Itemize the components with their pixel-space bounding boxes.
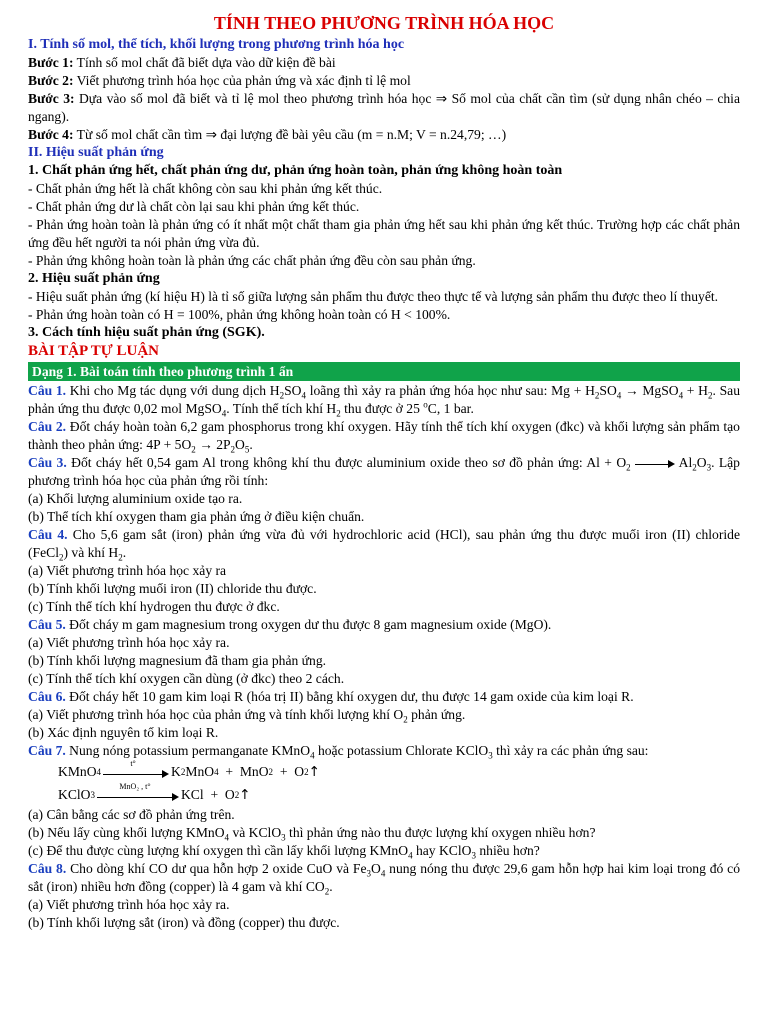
text: ) và khí H bbox=[63, 545, 119, 560]
reaction-condition: t° bbox=[130, 758, 136, 768]
question-number: Câu 3. bbox=[28, 455, 67, 470]
subscript: 4 bbox=[310, 750, 315, 761]
text: (b) Nếu lấy cùng khối lượng KMnO bbox=[28, 825, 225, 840]
gas-up-arrow-icon: ↑ bbox=[239, 786, 251, 803]
question-7 bbox=[28, 742, 740, 760]
text: + H bbox=[683, 383, 708, 398]
product: MnO bbox=[185, 763, 215, 779]
subscript: 2 bbox=[708, 390, 713, 401]
section-2-heading: II. Hiệu suất phản ứng bbox=[28, 145, 164, 160]
subscript: 3 bbox=[366, 868, 371, 879]
exercises-heading: BÀI TẬP TỰ LUẬN bbox=[28, 343, 160, 359]
sub-question: (a) Viết phương trình hóa học xảy ra. bbox=[28, 635, 230, 650]
step-text: Viết phương trình hóa học của phản ứng và xác định tỉ lệ mol bbox=[73, 73, 411, 88]
text: → MgSO bbox=[621, 383, 679, 398]
subscript: 4 bbox=[616, 390, 622, 401]
question-number: Câu 7. bbox=[28, 743, 66, 758]
subscript: 4 bbox=[380, 868, 386, 879]
text: loãng thì xảy ra phản ứng hóa học như sau: Mg + H bbox=[306, 383, 595, 398]
equation-1: KMnO 4 t° K 2 MnO 4 + MnO 2 + O 2 ↑ bbox=[58, 758, 321, 780]
question-2 bbox=[28, 418, 740, 454]
type-1-band: Dạng 1. Bài toán tính theo phương trình 1 ẩn bbox=[28, 362, 740, 381]
text: và KClO bbox=[229, 825, 282, 840]
bullet: - Hiệu suất phản ứng (kí hiệu H) là tỉ số giữa lượng sản phẩm thu được theo thực tế và lượng sản phẩm thu được theo lí thuyết. bbox=[28, 289, 719, 304]
gas-up-arrow-icon: ↑ bbox=[308, 763, 321, 780]
text: O bbox=[235, 437, 245, 452]
bullet: - Chất phản ứng hết là chất không còn sau khi phản ứng kết thúc. bbox=[28, 181, 383, 196]
subscript: 2 bbox=[279, 390, 285, 401]
subscript: 2 bbox=[118, 552, 123, 563]
text: Đốt cháy hoàn toàn 6,2 gam phosphorus trong khí oxygen. Hãy tính thể tích khí oxygen (đkc) và khối lượng sản phẩm tạo thành theo phản ứng: 4P + 5O bbox=[28, 419, 740, 452]
text: Đốt cháy hết 10 gam kim loại R (hóa trị II) bằng khí oxygen dư, thu được 14 gam oxide của kim loại R. bbox=[65, 689, 634, 704]
step-text: Dựa vào số mol đã biết và tỉ lệ mol theo phương trình hóa học bbox=[74, 91, 436, 106]
text: nung nóng thu được 29,6 gam hỗn hợp hai kim loại trong đó có sắt (iron) nhiều hơn đồng (copper) là 4 gam và khí CO bbox=[28, 861, 740, 894]
text: O bbox=[696, 455, 707, 470]
question-number: Câu 2. bbox=[28, 419, 67, 434]
sub-question bbox=[28, 824, 740, 842]
step-2 bbox=[28, 72, 740, 90]
question-number: Câu 5. bbox=[28, 617, 66, 632]
sub-question: (a) Cân bằng các sơ đồ phản ứng trên. bbox=[28, 807, 235, 822]
text: O bbox=[370, 861, 381, 876]
section-1-heading: I. Tính số mol, thể tích, khối lượng trong phương trình hóa học bbox=[28, 37, 405, 52]
sub-question: (b) Tính khối lượng muối iron (II) chloride thu được. bbox=[28, 581, 317, 596]
sub-question: (b) Thể tích khí oxygen tham gia phản ứng ở điều kiện chuẩn. bbox=[28, 509, 365, 524]
reactant: KMnO bbox=[58, 763, 97, 779]
subscript: 2 bbox=[692, 462, 697, 473]
step-label: Bước 4: bbox=[28, 127, 74, 142]
text: → 2P bbox=[195, 437, 231, 452]
text: thu được ở 25 bbox=[340, 401, 424, 416]
step-label: Bước 1: bbox=[28, 55, 74, 70]
question-number: Câu 4. bbox=[28, 527, 68, 542]
text: (a) Viết phương trình hóa học của phản ứng và tính khối lượng khí O bbox=[28, 707, 404, 722]
subscript: 4 bbox=[221, 408, 227, 419]
sub-question: (b) Tính khối lượng magnesium đã tham gia phản ứng. bbox=[28, 653, 327, 668]
bullet: - Phản ứng không hoàn toàn là phản ứng các chất phản ứng đều còn sau phản ứng. bbox=[28, 253, 476, 268]
text: SO bbox=[284, 383, 302, 398]
text: thì phản ứng nào thu được lượng khí oxygen nhiều hơn? bbox=[285, 825, 596, 840]
sub-question bbox=[28, 842, 740, 860]
sub-question: (b) Tính khối lượng sắt (iron) và đồng (copper) thu được. bbox=[28, 915, 340, 930]
text: phản ứng. bbox=[407, 707, 466, 722]
question-3 bbox=[28, 454, 740, 490]
text: SO bbox=[599, 383, 617, 398]
text: . bbox=[249, 437, 253, 452]
question-6 bbox=[28, 688, 740, 706]
subscript: 3 bbox=[706, 462, 712, 473]
subscript: 4 bbox=[408, 850, 413, 861]
plus-sign: + bbox=[273, 763, 295, 779]
step-3 bbox=[28, 90, 740, 126]
plus-sign: + bbox=[218, 763, 240, 779]
text: . Lập phương trình hóa học của phản ứng rồi tính: bbox=[28, 455, 740, 488]
sub-question: (b) Xác định nguyên tố kim loại R. bbox=[28, 725, 219, 740]
reaction-condition: MnO₂ , t° bbox=[119, 781, 151, 791]
product: K bbox=[171, 763, 181, 779]
step-1 bbox=[28, 54, 740, 72]
subscript: 2 bbox=[594, 390, 600, 401]
subheading-1: 1. Chất phản ứng hết, chất phản ứng dư, phản ứng hoàn toàn, phản ứng không hoàn toàn bbox=[28, 163, 563, 178]
text: hay KClO bbox=[412, 843, 472, 858]
step-text: đại lượng đề bài yêu cầu (m = n.M; V = n.24,79; …) bbox=[217, 127, 507, 142]
equation-2: KClO 3 MnO₂ , t° KCl + O 2 ↑ bbox=[58, 781, 251, 803]
sub-question: (a) Viết phương trình hóa học xảy ra bbox=[28, 563, 227, 578]
reaction-arrow-icon bbox=[103, 758, 169, 779]
reactant: KClO bbox=[58, 786, 91, 802]
subscript: 2 bbox=[191, 444, 196, 455]
question-5 bbox=[28, 616, 740, 634]
text: Khi cho Mg tác dụng với dung dịch H bbox=[66, 383, 280, 398]
step-text: Số mol của chất cần tìm (sử dụng nhân chéo – chia ngang). bbox=[28, 91, 740, 124]
subheading-2: 2. Hiệu suất phản ứng bbox=[28, 271, 160, 286]
text: Nung nóng potassium permanganate KMnO bbox=[65, 743, 311, 758]
sub-question bbox=[28, 706, 740, 724]
superscript: o bbox=[423, 399, 428, 410]
text: Al bbox=[678, 455, 693, 470]
text: C, 1 bar. bbox=[427, 401, 474, 416]
text: Cho dòng khí CO dư qua hỗn hợp 2 oxide CuO và Fe bbox=[66, 861, 367, 876]
subscript: 2 bbox=[626, 462, 631, 473]
subscript: 4 bbox=[224, 832, 230, 843]
step-label: Bước 2: bbox=[28, 73, 74, 88]
text: Đốt cháy m gam magnesium trong oxygen dư thu được 8 gam magnesium oxide (MgO). bbox=[65, 617, 552, 632]
question-number: Câu 8. bbox=[28, 861, 67, 876]
subscript: 3 bbox=[281, 832, 286, 843]
product: KCl bbox=[180, 786, 204, 802]
implies-icon: ⇒ bbox=[205, 127, 217, 143]
product: MnO bbox=[239, 763, 269, 779]
subscript: 2 bbox=[336, 408, 341, 419]
sub-question: (c) Tính thể tích khí hydrogen thu được ở đkc. bbox=[28, 599, 280, 614]
subscript: 2 bbox=[324, 886, 330, 897]
text: thì xảy ra các phản ứng sau: bbox=[492, 743, 649, 758]
text: . Sau phản ứng thu được 0,02 mol MgSO bbox=[28, 383, 741, 416]
subscript: 4 bbox=[301, 390, 307, 401]
question-number: Câu 1. bbox=[28, 383, 67, 398]
step-text: Tính số mol chất đã biết dựa vào dữ kiện đề bài bbox=[73, 55, 336, 70]
implies-icon: ⇒ bbox=[435, 91, 448, 107]
bullet: - Phản ứng hoàn toàn là phản ứng có ít nhất một chất tham gia phản ứng hết sau khi phản ứng kết thúc. Trường hợp các chất phản ứng đều hết người ta nói phản ứng vừa đủ. bbox=[28, 217, 740, 250]
text: hoặc potassium Chlorate KClO bbox=[314, 743, 489, 758]
subscript: 5 bbox=[244, 444, 250, 455]
reaction-arrow-icon bbox=[635, 459, 675, 469]
step-4 bbox=[28, 126, 740, 144]
text: nhiều hơn? bbox=[475, 843, 540, 858]
text: . bbox=[329, 879, 333, 894]
sub-question: (a) Viết phương trình hóa học xảy ra. bbox=[28, 897, 230, 912]
sub-question: (c) Tính thể tích khí oxygen cần dùng (ở đkc) theo 2 cách. bbox=[28, 671, 345, 686]
question-number: Câu 6. bbox=[28, 689, 66, 704]
subscript: 3 bbox=[471, 850, 476, 861]
subscript: 3 bbox=[488, 750, 493, 761]
subscript: 2 bbox=[403, 714, 408, 725]
page-title: TÍNH THEO PHƯƠNG TRÌNH HÓA HỌC bbox=[213, 13, 555, 33]
text: . bbox=[122, 545, 127, 560]
product: O bbox=[224, 786, 235, 802]
text: Đốt cháy hết 0,54 gam Al trong không khí thu được aluminium oxide theo sơ đồ phản ứng: Al + O bbox=[66, 455, 627, 470]
bullet: - Phản ứng hoàn toàn có H = 100%, phản ứng không hoàn toàn có H < 100%. bbox=[28, 307, 451, 322]
reaction-arrow-icon bbox=[97, 781, 179, 802]
text: (c) Để thu được cùng lượng khí oxygen thì cần lấy khối lượng KMnO bbox=[28, 843, 409, 858]
question-8 bbox=[28, 860, 740, 896]
product: O bbox=[294, 763, 305, 779]
text: . Tính thể tích khí H bbox=[226, 401, 337, 416]
sub-question: (a) Khối lượng aluminium oxide tạo ra. bbox=[28, 491, 243, 506]
subheading-3: 3. Cách tính hiệu suất phản ứng (SGK). bbox=[28, 325, 265, 340]
question-4 bbox=[28, 526, 740, 562]
subscript: 2 bbox=[58, 552, 64, 563]
bullet: - Chất phản ứng dư là chất còn lại sau khi phản ứng kết thúc. bbox=[28, 199, 360, 214]
subscript: 2 bbox=[230, 444, 236, 455]
text: Cho 5,6 gam sắt (iron) phản ứng vừa đủ với hydrochloric acid (HCl), sau phản ứng thu được muối iron (II) chloride (FeCl bbox=[28, 527, 740, 560]
plus-sign: + bbox=[203, 786, 225, 802]
step-label: Bước 3: bbox=[28, 91, 75, 106]
step-text: Từ số mol chất cần tìm bbox=[73, 127, 206, 142]
subscript: 4 bbox=[678, 390, 684, 401]
question-1 bbox=[28, 382, 740, 418]
